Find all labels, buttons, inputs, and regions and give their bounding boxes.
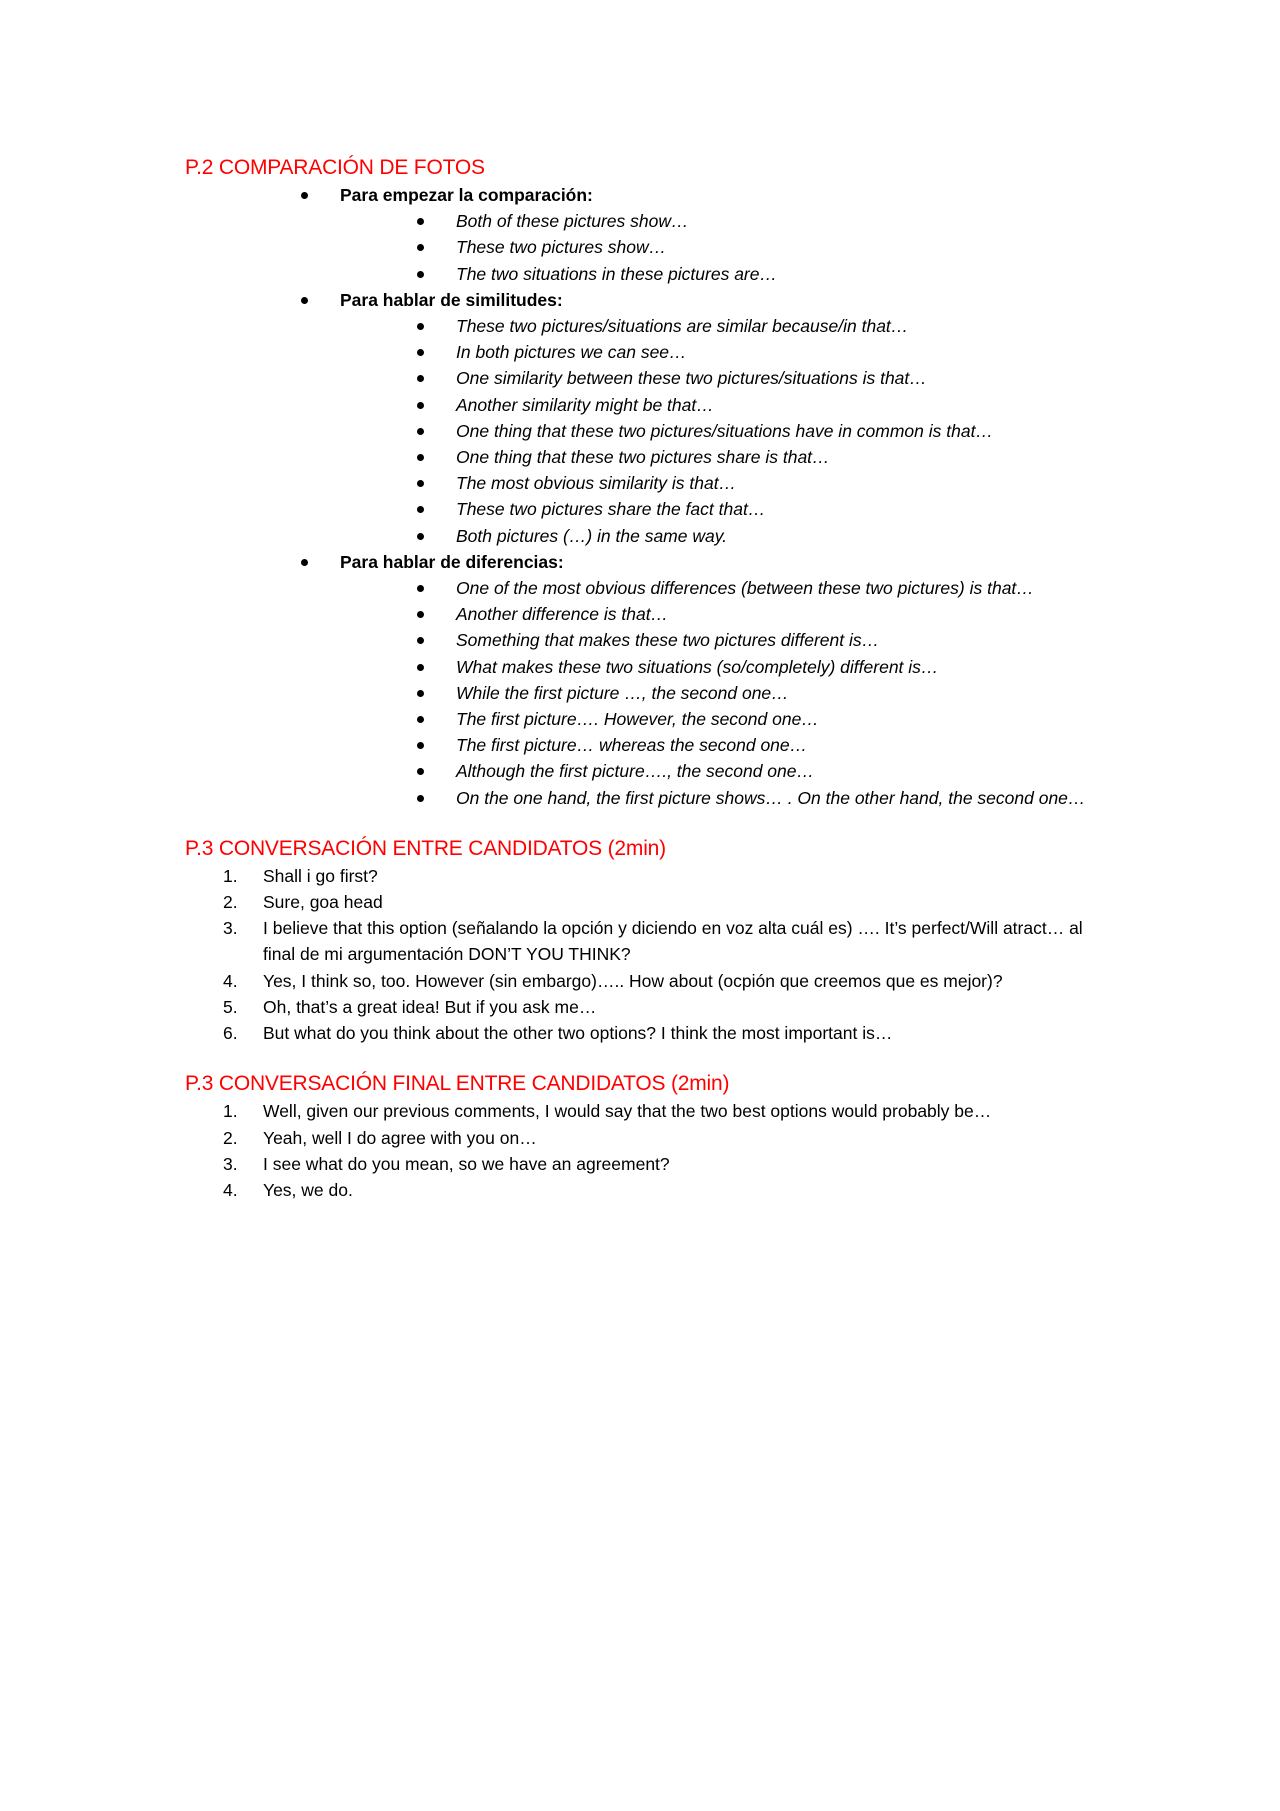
phrase-item: Another similarity might be that… [185, 392, 1106, 418]
phrase-item: What makes these two situations (so/completely) different is… [185, 654, 1106, 680]
bullet-icon [417, 375, 424, 382]
bullet-icon [417, 244, 424, 251]
final-conversation-list [185, 1098, 1105, 1203]
phrase-item: These two pictures/situations are similar because/in that… [185, 313, 1106, 339]
numbered-item: 1. Well, given our previous comments, I would say that the two best options would probably be… [223, 1101, 992, 1122]
photo-comparison-list [185, 182, 1105, 811]
section-title-conversation: P.3 CONVERSACIÓN ENTRE CANDIDATOS (2min) [185, 836, 666, 860]
phrase-item: Something that makes these two pictures different is… [185, 627, 1106, 653]
bullet-icon [417, 533, 424, 540]
conversation-list [185, 863, 1105, 1046]
bullet-icon [417, 742, 424, 749]
phrase-item: One similarity between these two pictures/situations is that… [185, 365, 1106, 391]
phrase-item: The first picture…. However, the second one… [185, 706, 1106, 732]
phrase-item: One thing that these two pictures share is that… [185, 444, 1106, 470]
numbered-item: 3. I believe that this option (señalando la opción y diciendo en voz alta cuál es) …. It’s perfect/Will atract… al final de mi argumentación DON’T YOU THINK? [223, 918, 1083, 965]
phrase-item: The two situations in these pictures are… [185, 261, 1106, 287]
bullet-icon [417, 506, 424, 513]
group-label: Para hablar de diferencias: [340, 551, 564, 572]
phrase-item: These two pictures show… [185, 234, 1106, 260]
numbered-item: 5. Oh, that’s a great idea! But if you ask me… [223, 996, 597, 1017]
phrase-item: One of the most obvious differences (between these two pictures) is that… [185, 575, 1106, 601]
bullet-icon [417, 768, 424, 775]
phrase-item: Both pictures (…) in the same way. [185, 523, 1106, 549]
numbered-item: 4. Yes, I think so, too. However (sin embargo)….. How about (ocpión que creemos que es mejor)? [223, 970, 1003, 991]
bullet-icon [301, 192, 308, 199]
bullet-icon [417, 664, 424, 671]
phrase-item: While the first picture …, the second one… [185, 680, 1106, 706]
phrase-item: On the one hand, the first picture shows… . On the other hand, the second one… [185, 785, 1106, 811]
bullet-icon [301, 559, 308, 566]
phrase-item: The first picture… whereas the second one… [185, 732, 1106, 758]
bullet-icon [417, 218, 424, 225]
numbered-item: 2. Sure, goa head [223, 892, 383, 913]
bullet-icon [417, 480, 424, 487]
numbered-item: 1. Shall i go first? [223, 865, 378, 886]
phrase-item: Both of these pictures show… [185, 208, 1106, 234]
bullet-icon [417, 690, 424, 697]
group-similarities [185, 287, 1105, 549]
bullet-icon [417, 795, 424, 802]
numbered-item: 2. Yeah, well I do agree with you on… [223, 1127, 537, 1148]
numbered-item: 4. Yes, we do. [223, 1179, 353, 1200]
bullet-icon [417, 454, 424, 461]
bullet-icon [417, 585, 424, 592]
phrase-list [340, 575, 1105, 811]
phrase-item: In both pictures we can see… [185, 339, 1106, 365]
bullet-icon [417, 611, 424, 618]
spacer [185, 811, 1105, 835]
bullet-icon [417, 323, 424, 330]
bullet-icon [417, 428, 424, 435]
phrase-item: The most obvious similarity is that… [185, 470, 1106, 496]
bullet-icon [417, 402, 424, 409]
phrase-item: Another difference is that… [185, 601, 1106, 627]
bullet-icon [417, 271, 424, 278]
group-start-comparison [185, 182, 1105, 287]
group-label: Para empezar la comparación: [340, 185, 593, 205]
section-title-final-conversation: P.3 CONVERSACIÓN FINAL ENTRE CANDIDATOS (2min) [185, 1072, 730, 1096]
bullet-icon [417, 716, 424, 723]
phrase-item: One thing that these two pictures/situations have in common is that… [185, 418, 1106, 444]
phrase-item: Although the first picture…., the second one… [185, 758, 1106, 784]
numbered-item: 6. But what do you think about the other two options? I think the most important is… [223, 1023, 893, 1044]
spacer [185, 1046, 1105, 1070]
numbered-item: 3. I see what do you mean, so we have an agreement? [223, 1153, 670, 1174]
document-content [185, 154, 1105, 1203]
bullet-icon [301, 297, 308, 304]
group-differences [185, 549, 1105, 811]
phrase-list [340, 313, 1105, 549]
section-title-photo-comparison: P.2 COMPARACIÓN DE FOTOS [185, 156, 485, 179]
bullet-icon [417, 349, 424, 356]
group-label: Para hablar de similitudes: [340, 289, 563, 310]
phrase-item: These two pictures share the fact that… [185, 496, 1106, 522]
bullet-icon [417, 637, 424, 644]
phrase-list [340, 208, 1105, 287]
